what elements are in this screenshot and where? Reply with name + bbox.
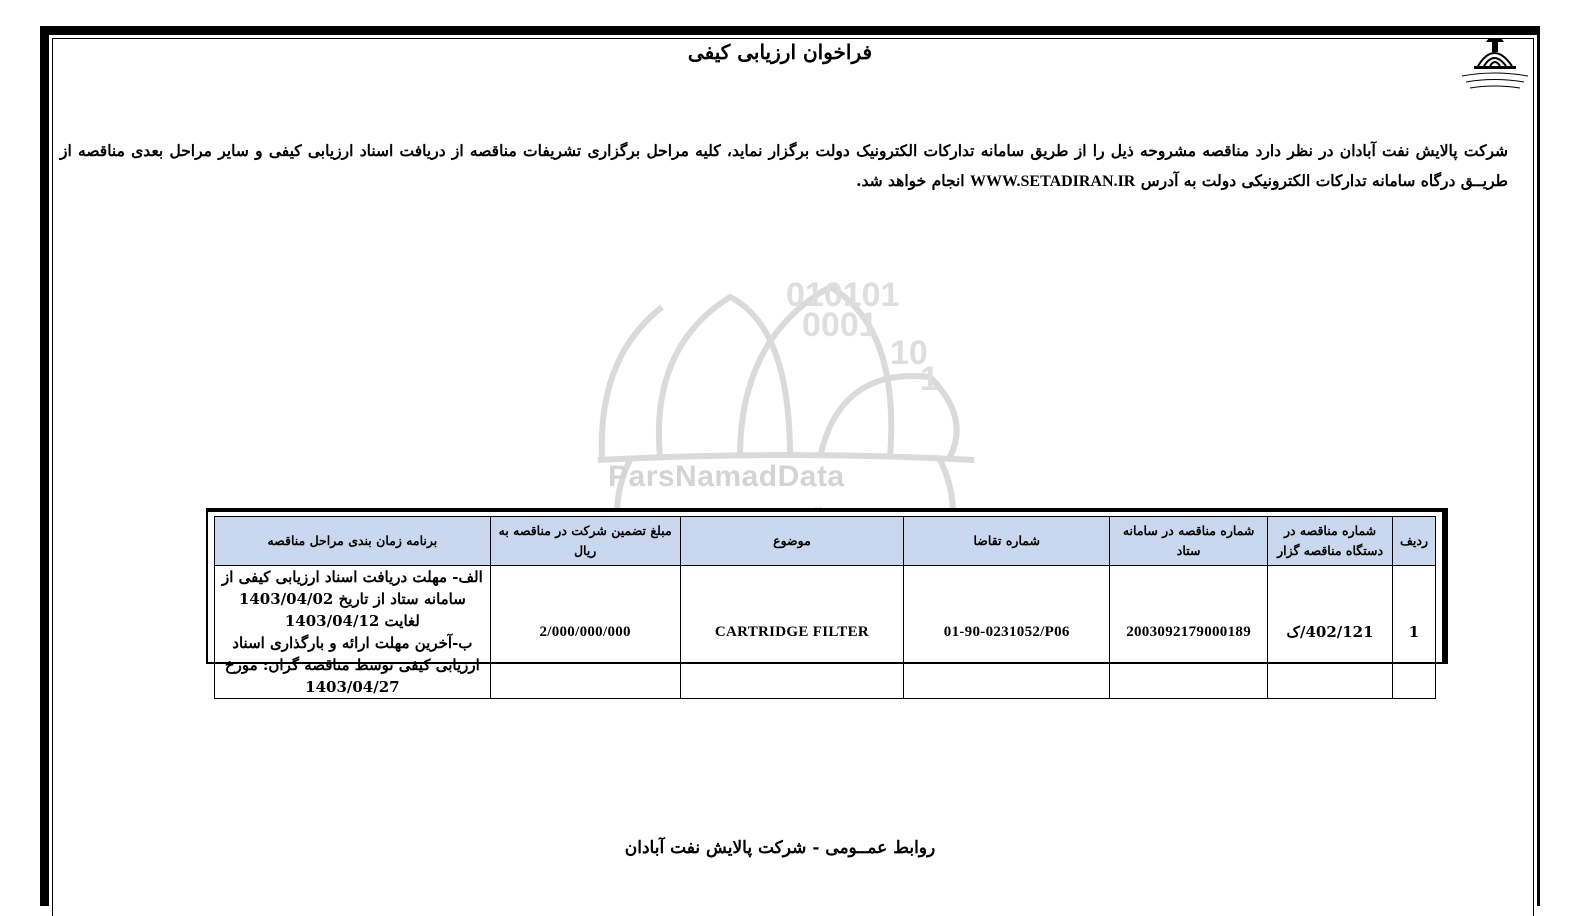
schedule-item-a: الف- مهلت دریافت اسناد ارزیابی کیفی از سامانه ستاد از تاریخ 1403/04/02 لغایت 1403/04/12 bbox=[221, 568, 483, 630]
tender-table bbox=[214, 516, 1436, 699]
cell-request-no: 01-90-0231052/P06 bbox=[904, 566, 1110, 699]
cell-row-no: 1 bbox=[1393, 566, 1436, 699]
svg-text:010101: 010101 bbox=[786, 276, 900, 314]
tender-table-frame bbox=[206, 508, 1448, 696]
header-guarantee: مبلغ تضمین شرکت در مناقصه به ریال bbox=[490, 517, 680, 566]
cell-tender-no-setad: 2003092179000189 bbox=[1110, 566, 1268, 699]
cell-tender-no-device: 402/121/ک bbox=[1268, 566, 1393, 699]
watermark-brand: ParsNamadData bbox=[608, 460, 845, 493]
company-logo-icon bbox=[1456, 36, 1534, 92]
header-subject: موضوع bbox=[680, 517, 904, 566]
svg-text:1: 1 bbox=[920, 360, 939, 398]
svg-text:10: 10 bbox=[890, 334, 928, 372]
header-tender-no-setad: شماره مناقصه در سامانه ستاد bbox=[1110, 517, 1268, 566]
intro-paragraph bbox=[60, 136, 1508, 197]
intro-text-1: شرکت پالایش نفت آبادان در نظر دارد مناقصه مشروحه ذیل را از طریق سامانه تدارکات الکترونیک دولت برگزار نماید، کلیه مراحل برگزاری تشریفات مناقصه از دریافت اسناد ارزیابی کیفی و سایر مراحل بعدی مناقصه از طریــق درگاه سامانه تدارکات الکترونیکی دولت به آدرس bbox=[60, 141, 1508, 190]
header-schedule: برنامه زمان بندی مراحل مناقصه bbox=[215, 517, 491, 566]
cell-schedule bbox=[215, 566, 491, 699]
header-row-no: ردیف bbox=[1393, 517, 1436, 566]
cell-subject: CARTRIDGE FILTER bbox=[680, 566, 904, 699]
header-request-no: شماره تقاضا bbox=[904, 517, 1110, 566]
page-title: فراخوان ارزیابی کیفی bbox=[687, 40, 873, 64]
svg-text:0001: 0001 bbox=[802, 306, 878, 344]
cell-guarantee: 2/000/000/000 bbox=[490, 566, 680, 699]
footer-signature: روابط عمــومی - شرکت پالایش نفت آبادان bbox=[624, 838, 936, 858]
table-header-row bbox=[215, 517, 1436, 566]
table-row bbox=[215, 566, 1436, 699]
intro-text-2: انجام خواهد شد. bbox=[856, 171, 965, 190]
setad-url-link[interactable]: WWW.SETADIRAN.IR bbox=[969, 173, 1136, 190]
schedule-item-b: ب-آخرین مهلت ارائه و بارگذاری اسناد ارزیابی کیفی توسط مناقصه گران: مورخ 1403/04/27 bbox=[224, 634, 480, 696]
header-tender-no-device: شماره مناقصه در دستگاه مناقصه گزار bbox=[1268, 517, 1393, 566]
